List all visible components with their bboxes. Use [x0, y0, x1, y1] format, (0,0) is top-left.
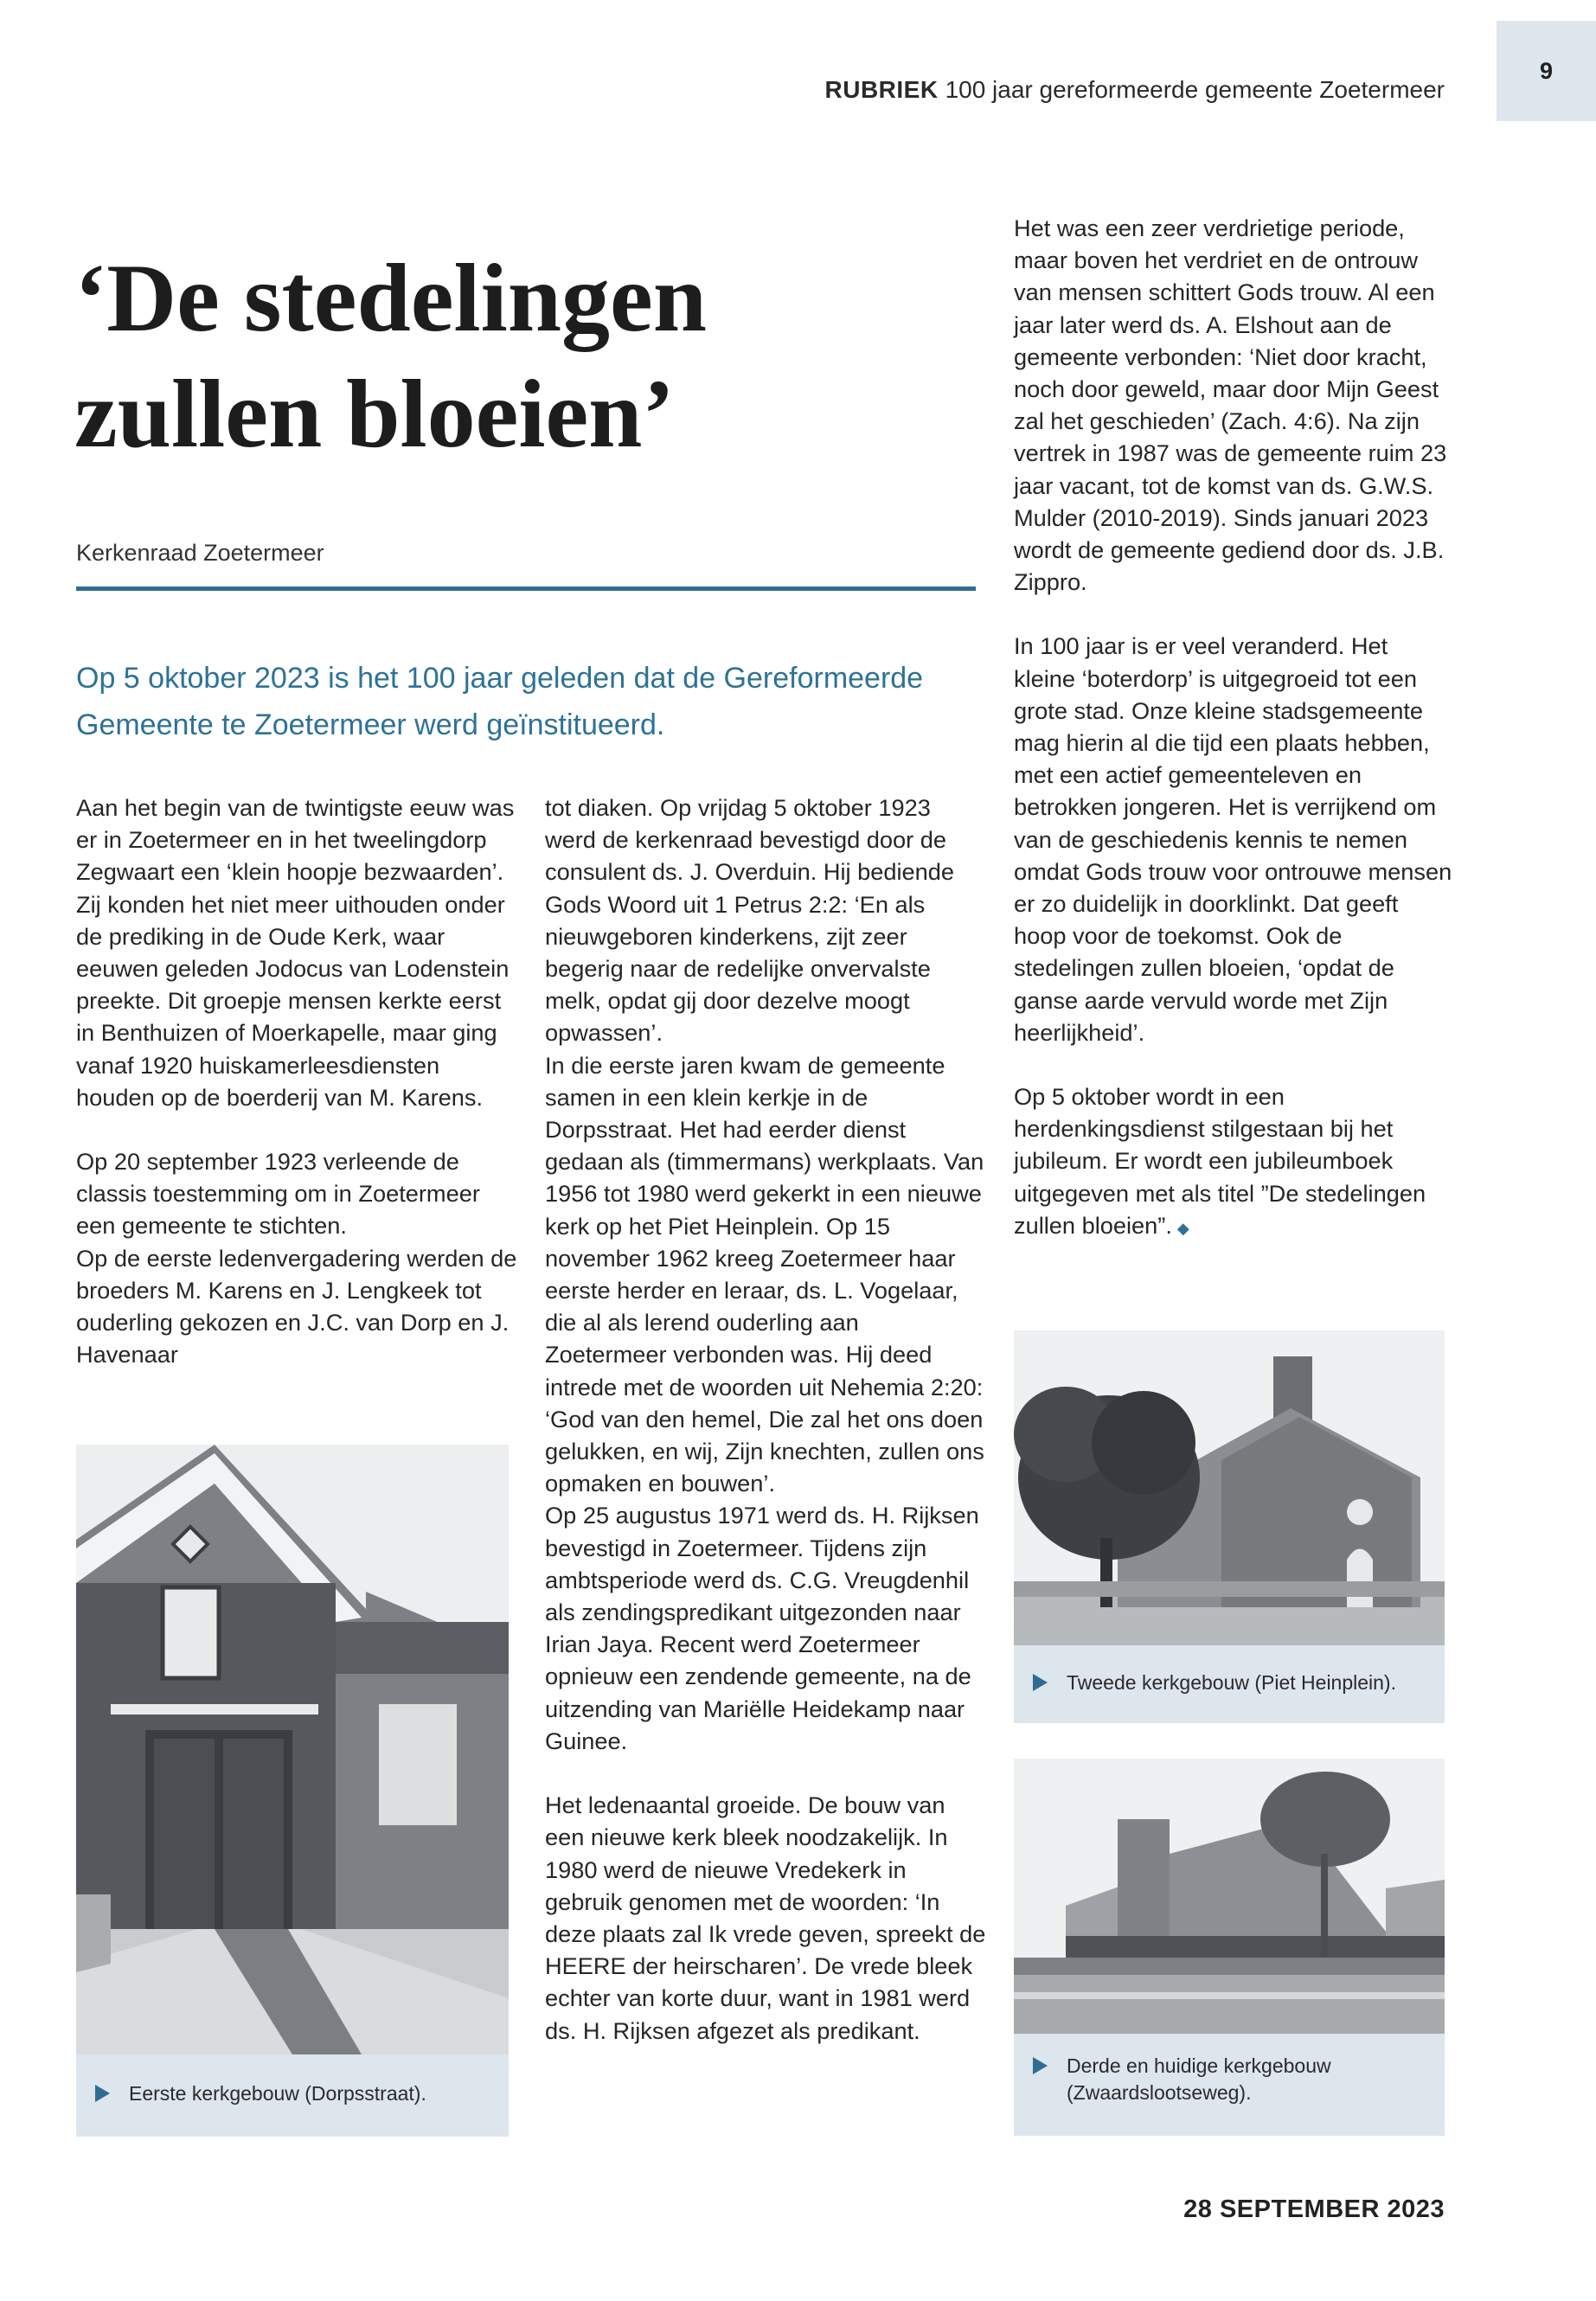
figure-caption: [1014, 1645, 1445, 1723]
body-paragraph: Het ledenaantal groeide. De bouw van een nieuwe kerk bleek noodzakelijk. In 1980 werd de nieuwe Vredekerk in gebruik genomen met de woorden: ‘In deze plaats zal Ik vrede geven, spreekt de HEERE der heirscharen’. De vrede bleek echter van korte duur, want in 1981 werd ds. H. Rijksen afgezet als predikant.: [545, 1791, 986, 2044]
photo-first-church: [76, 1445, 509, 2054]
body-paragraph: [1014, 1080, 1455, 1245]
body-paragraph: In 100 jaar is er veel veranderd. Het kleine ‘boterdorp’ is uitgegroeid tot een grote stad. Onze kleine stadsgemeente mag hierin al die tijd een plaats hebben, met een actief gemeenteleven en betrokken jongeren. Het is verrijkend om van de geschiedenis kennis te nemen omdat Gods trouw voor ontrouwe mensen er zo duidelijk in doorklinkt. Dat geeft hoop voor de toekomst. Ook de stedelingen zullen bloeien, ‘opdat de ganse aarde vervuld worde met Zijn heerlijkheid’.: [1014, 632, 1452, 1046]
caption-arrow-icon: [95, 2085, 110, 2102]
title-divider: [76, 586, 976, 591]
body-paragraph: Op de eerste ledenvergadering werden de broeders M. Karens en J. Lengkeek tot ouderling gekozen en J.C. van Dorp en J. Havenaar: [76, 1244, 517, 1368]
photo-second-church: [1014, 1330, 1445, 1645]
issue-date: 28 SEPTEMBER 2023: [1183, 2195, 1445, 2223]
article-title: [74, 240, 974, 473]
article-title-line2: zullen bloeien’: [74, 361, 675, 469]
figure-current-church: [1014, 1759, 1445, 2136]
header-title: 100 jaar gereformeerde gemeente Zoetermeer: [945, 76, 1445, 103]
article-title-line1: ‘De stedelingen: [74, 245, 708, 352]
body-paragraph: tot diaken. Op vrijdag 5 oktober 1923 werd de kerkenraad bevestigd door de consulent ds. J. Overduin. Hij bediende Gods Woord uit 1 Petrus 2:2: ‘En als nieuwgeboren kinderkens, zijt zeer begerig naar de redelijke onvervalste melk, opdat gij door dezelve moogt opwassen’.: [545, 794, 955, 1047]
body-paragraph: Op 25 augustus 1971 werd ds. H. Rijksen bevestigd in Zoetermeer. Tijdens zijn ambtsperiode werd ds. C.G. Vreugdenhil als zendingspredikant uitgezonden naar Irian Jaya. Recent werd Zoetermeer opnieuw een zendende gemeente, na de uitzending van Mariëlle Heidekamp naar Guinee.: [545, 1502, 979, 1754]
figure-caption: [1014, 2034, 1445, 2136]
figure-caption: [76, 2054, 509, 2137]
article-author: Kerkenraad Zoetermeer: [76, 540, 324, 566]
caption-text: Derde en huidige kerkgebouw (Zwaardslootseweg).: [1067, 2054, 1331, 2104]
article-intro: Op 5 oktober 2023 is het 100 jaar geleden dat de Gereformeerde Gemeente te Zoetermeer werd geïnstitueerd.: [76, 662, 924, 741]
caption-arrow-icon: [1033, 1674, 1048, 1691]
figure-first-church: [76, 1445, 509, 2137]
body-column-1: [76, 792, 517, 1402]
header-section-label: RUBRIEK: [824, 76, 939, 103]
page-number: 9: [1497, 21, 1596, 121]
body-paragraph: In die eerste jaren kwam de gemeente samen in een klein kerkje in de Dorpsstraat. Het had eerder dienst gedaan als (timmermans) werkplaats. Van 1956 tot 1980 werd gekerkt in een nieuwe kerk op het Piet Heinplein. Op 15 november 1962 kreeg Zoetermeer haar eerste herder en leraar, ds. L. Vogelaar, die al als lerend ouderling aan Zoetermeer verbonden was. Hij deed intrede met de woorden uit Nehemia 2:20: ‘God van den hemel, Die zal het ons doen gelukken, en wij, Zijn knechten, zullen ons opmaken en bouwen’.: [545, 1051, 984, 1497]
body-column-3: [1014, 212, 1455, 1277]
body-paragraph: Aan het begin van de twintigste eeuw was er in Zoetermeer en in het tweelingdorp Zegwaart een ‘klein hoopje bezwaarden’. Zij konden het niet meer uithouden onder de prediking in de Oude Kerk, waar eeuwen geleden Jodocus van Lodenstein preekte. Dit groepje mensen kerkte eerst in Benthuizen of Moerkapelle, maar ging vanaf 1920 huiskamerleesdiensten houden op de boerderij van M. Karens.: [76, 794, 515, 1111]
photo-current-church: [1014, 1759, 1445, 2034]
body-paragraph: Op 20 september 1923 verleende de classis toestemming om in Zoetermeer een gemeente te stichten.: [76, 1148, 480, 1240]
running-header: [825, 76, 1445, 104]
body-column-2: [545, 792, 986, 2079]
caption-text: Tweede kerkgebouw (Piet Heinplein).: [1067, 1671, 1396, 1694]
closing-paragraph-text: Op 5 oktober wordt in een herdenkingsdienst stilgestaan bij het jubileum. Er wordt een jubileumboek uitgegeven met als titel ”De stedelingen zullen bloeien”.: [1014, 1083, 1426, 1239]
figure-second-church: [1014, 1330, 1445, 1723]
body-paragraph: Het was een zeer verdrietige periode, maar boven het verdriet en de ontrouw van mensen schittert Gods trouw. Al een jaar later werd ds. A. Elshout aan de gemeente verbonden: ‘Niet door kracht, noch door geweld, maar door Mijn Geest zal het geschieden’ (Zach. 4:6). Na zijn vertrek in 1987 was de gemeente ruim 23 jaar vacant, tot de komst van ds. G.W.S. Mulder (2010-2019). Sinds januari 2023 wordt de gemeente gediend door ds. J.B. Zippro.: [1014, 215, 1447, 596]
caption-arrow-icon: [1033, 2057, 1048, 2074]
caption-text: Eerste kerkgebouw (Dorpsstraat).: [129, 2082, 426, 2105]
end-of-article-icon: ◆: [1176, 1219, 1189, 1237]
